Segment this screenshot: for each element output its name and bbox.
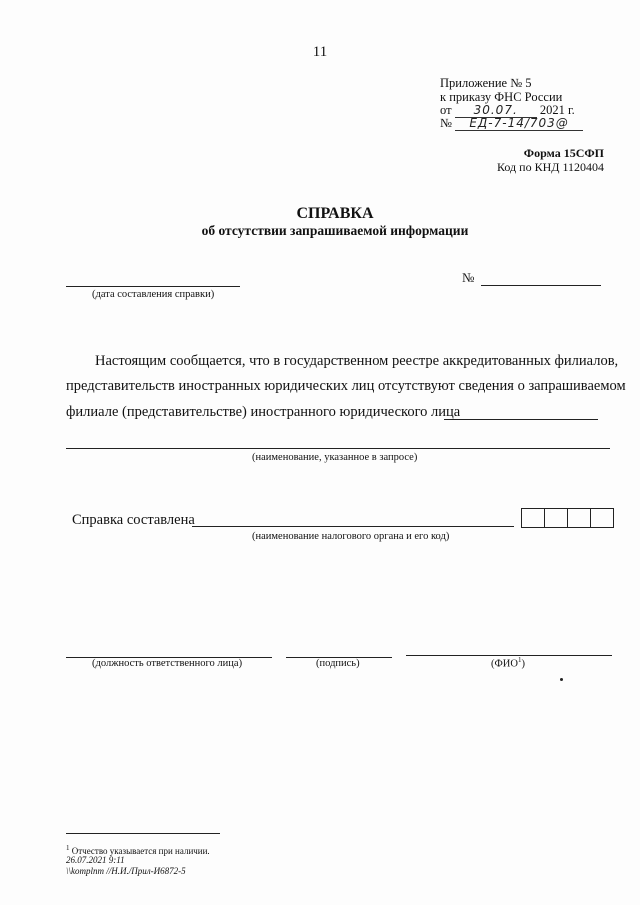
fio-caption bbox=[491, 656, 525, 670]
tax-code-box bbox=[545, 509, 568, 527]
appendix-number bbox=[440, 116, 583, 131]
tax-code-boxes bbox=[521, 508, 614, 528]
foreign-entity-line bbox=[444, 419, 598, 420]
number-label: № bbox=[462, 270, 475, 285]
appendix-date-prefix: от bbox=[440, 103, 452, 117]
body-line-2: представительств иностранных юридических лиц отсутствуют сведения о запрашиваемом bbox=[66, 378, 626, 394]
date-line bbox=[66, 286, 240, 287]
appendix-line-2: к приказу ФНС России bbox=[440, 90, 563, 104]
fio-footnote-mark: 1 bbox=[517, 656, 522, 664]
tax-code-box bbox=[591, 509, 613, 527]
fio-caption-text: (ФИО bbox=[491, 658, 518, 670]
file-stamp-line-2: \\komplnm //Н.И./Прил-И6872-5 bbox=[66, 866, 186, 876]
appendix-number-handwritten: ЕД-7-14/703@ bbox=[455, 116, 583, 131]
document-subtitle: об отсутствии запрашиваемой информации bbox=[201, 223, 469, 238]
footnote-separator bbox=[66, 833, 220, 834]
appendix-number-prefix: № bbox=[440, 116, 452, 130]
name-caption: (наименование, указанное в запросе) bbox=[252, 452, 418, 463]
position-caption: (должность ответственного лица) bbox=[92, 658, 243, 669]
form-name: Форма 15СФП bbox=[523, 146, 604, 160]
compiled-label: Справка составлена bbox=[72, 512, 195, 528]
tax-code-box bbox=[568, 509, 591, 527]
appendix-date-suffix: 2021 г. bbox=[539, 103, 575, 117]
scan-dot bbox=[560, 678, 563, 681]
fio-caption-close: ) bbox=[521, 658, 525, 670]
appendix-line-1: Приложение № 5 bbox=[440, 76, 532, 90]
footnote-mark: 1 bbox=[66, 844, 70, 852]
document-title: СПРАВКА bbox=[296, 205, 374, 222]
footnote-body: Отчество указывается при наличии. bbox=[71, 846, 210, 856]
tax-authority-caption: (наименование налогового органа и его код) bbox=[252, 531, 450, 542]
page-number: 11 bbox=[312, 44, 328, 60]
name-line bbox=[66, 448, 610, 449]
file-stamp-line-1: 26.07.2021 9:11 bbox=[66, 855, 125, 865]
number-line bbox=[481, 285, 601, 286]
tax-authority-line bbox=[192, 526, 514, 527]
date-caption: (дата составления справки) bbox=[92, 289, 215, 300]
body-line-3: филиале (представительстве) иностранного юридического лица bbox=[66, 404, 461, 420]
form-knd-code: Код по КНД 1120404 bbox=[497, 160, 604, 174]
signature-caption: (подпись) bbox=[316, 658, 360, 669]
appendix-date-handwritten: 30.07. bbox=[455, 103, 537, 118]
tax-code-box bbox=[522, 509, 545, 527]
body-line-1: Настоящим сообщается, что в государственном реестре аккредитованных филиалов, bbox=[95, 353, 619, 369]
